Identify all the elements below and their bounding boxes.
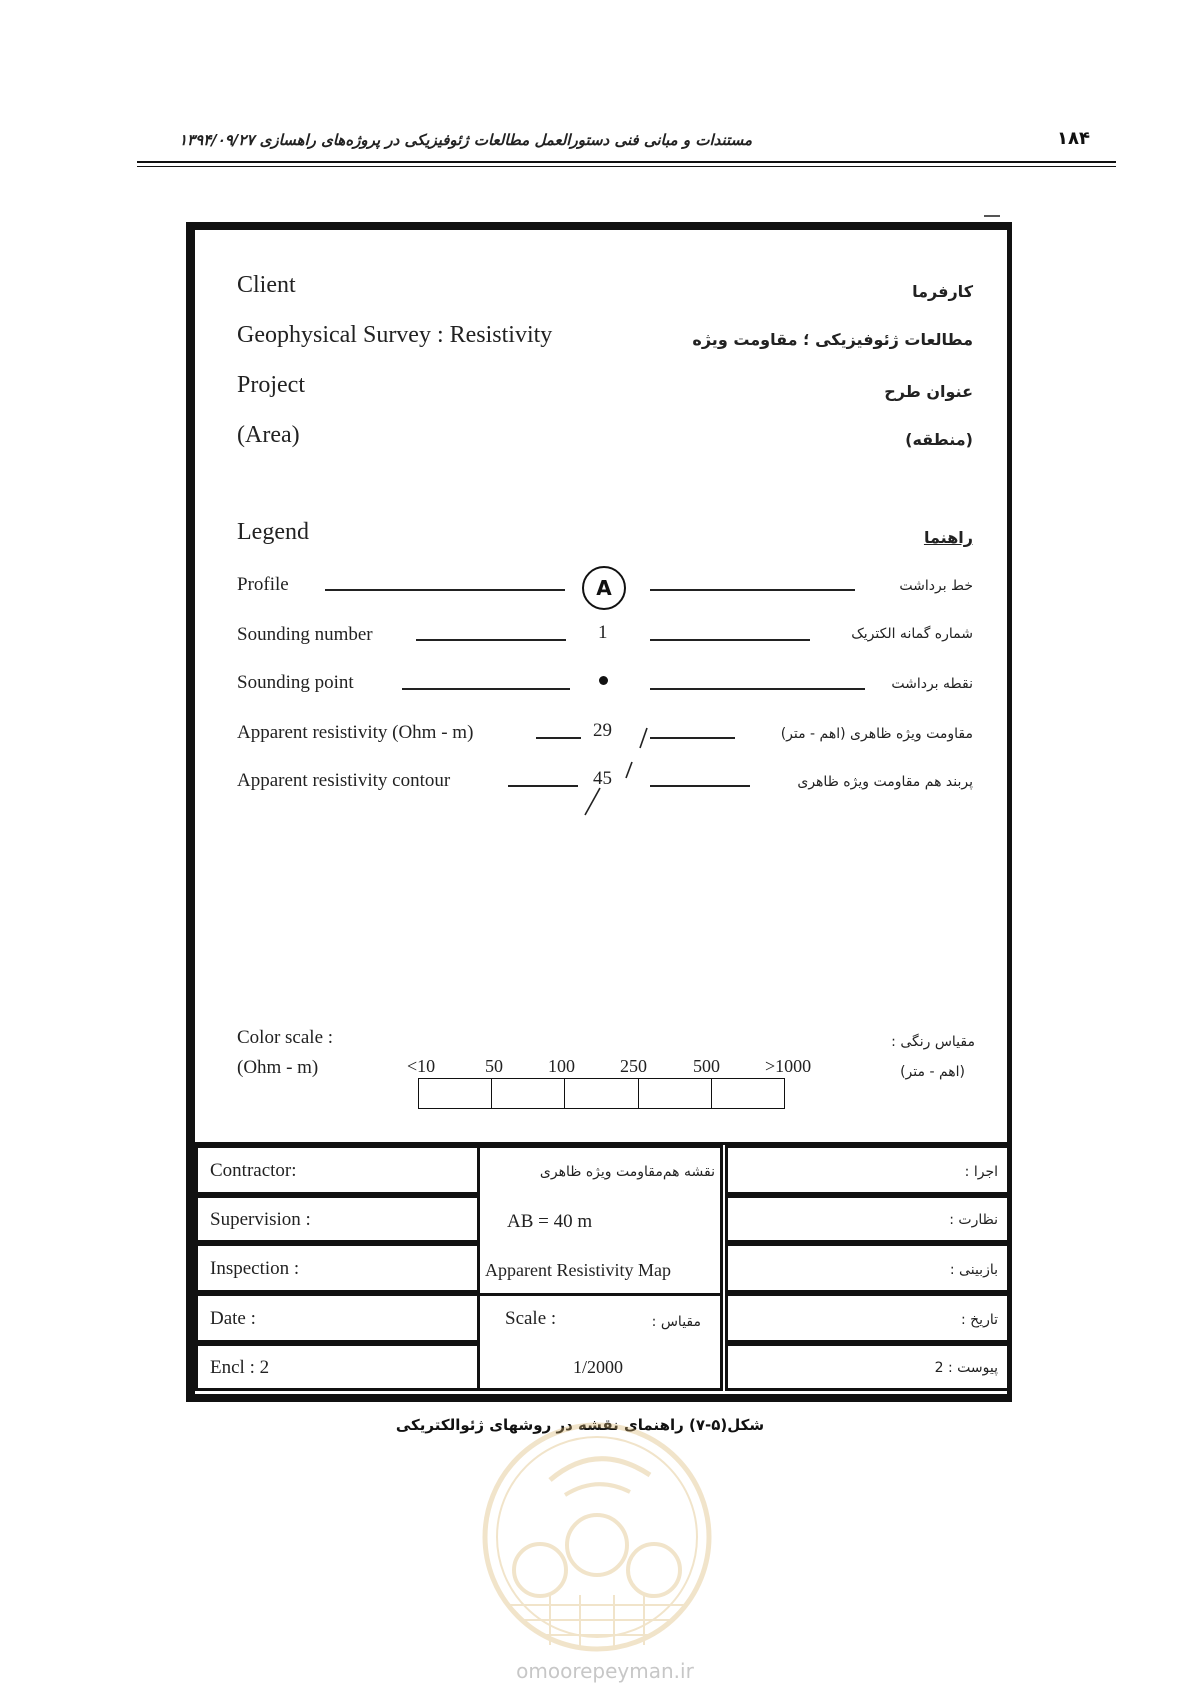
- color-scale-tick: >1000: [765, 1056, 812, 1076]
- legend-profile-en: Profile: [237, 574, 289, 595]
- color-scale-tick: 100: [548, 1056, 575, 1076]
- inspection-label-fa: بازبینی :: [949, 1262, 998, 1278]
- date-label: Date :: [210, 1308, 256, 1329]
- middle-divider: [477, 1293, 723, 1296]
- sheet-corner-mark: [984, 215, 1000, 217]
- legend-sounding-number-fa: شماره گمانه الکتریک: [851, 626, 973, 642]
- contractor-label: Contractor:: [210, 1160, 297, 1181]
- sounding-number-symbol: 1: [598, 622, 608, 643]
- supervision-label: Supervision :: [210, 1209, 311, 1230]
- legend-heading-fa: راهنما: [923, 528, 973, 547]
- legend-contour-line-left: [508, 785, 578, 787]
- legend-sounding-number-en: Sounding number: [237, 624, 373, 645]
- supervision-label-fa: نظارت :: [949, 1212, 998, 1228]
- color-scale-label-en: Color scale :: [237, 1027, 334, 1048]
- inspection-label: Inspection :: [210, 1258, 300, 1279]
- legend-apparent-resistivity-en: Apparent resistivity (Ohm - m): [237, 722, 474, 743]
- page-number: ۱۸۴: [1057, 128, 1090, 149]
- survey-label-fa: مطالعات ژئوفیزیکی ؛ مقاومت ویژه: [692, 330, 973, 349]
- date-label-fa: تاریخ :: [960, 1312, 998, 1328]
- legend-sounding-number-line-right: [650, 639, 810, 641]
- profile-marker-a: A: [582, 566, 626, 610]
- color-scale-cell: [712, 1079, 784, 1108]
- apparent-resistivity-symbol: 29: [593, 720, 612, 741]
- header-rule-thin: [137, 166, 1116, 167]
- scale-label-en: Scale :: [505, 1308, 557, 1329]
- client-label-en: Client: [237, 272, 296, 298]
- legend-heading-en: Legend: [237, 519, 309, 545]
- color-scale-cell: [492, 1079, 565, 1108]
- legend-apparent-resistivity-line-right: [650, 737, 735, 739]
- legend-sounding-point-fa: نقطه برداشت: [891, 676, 973, 692]
- client-label-fa: کارفرما: [912, 282, 973, 301]
- map-title-fa: نقشه هم‌مقاومت ویژه ظاهری: [539, 1164, 715, 1180]
- color-scale-cell: [419, 1079, 492, 1108]
- map-title-en: Apparent Resistivity Map: [485, 1260, 671, 1280]
- color-scale-unit-fa: (اهم - متر): [900, 1064, 965, 1080]
- contour-tick-marks: [570, 720, 650, 820]
- legend-contour-line-right: [650, 785, 750, 787]
- color-scale-bar: [418, 1078, 785, 1109]
- legend-profile-line-left: [325, 589, 565, 591]
- legend-sounding-point-line-left: [402, 688, 570, 690]
- legend-profile-fa: خط برداشت: [899, 578, 973, 594]
- encl-label-fa: پیوست : 2: [934, 1360, 998, 1376]
- area-label-fa: (منطقه): [905, 430, 973, 449]
- legend-apparent-resistivity-fa: مقاومت ویژه ظاهری (اهم - متر): [780, 726, 973, 742]
- legend-sounding-point-en: Sounding point: [237, 672, 354, 693]
- project-label-fa: عنوان طرح: [884, 382, 973, 401]
- sounding-point-dot: [599, 676, 608, 685]
- scale-label-fa: مقیاس :: [651, 1314, 701, 1330]
- figure-caption: شکل(۵-۷) راهنمای نقشه در روشهای ژئوالکتریکی: [395, 1416, 765, 1434]
- color-scale-tick: 500: [693, 1056, 720, 1076]
- legend-contour-fa: پربند هم مقاومت ویژه ظاهری: [797, 774, 973, 790]
- legend-sounding-number-line-left: [416, 639, 566, 641]
- executor-label-fa: اجرا :: [964, 1164, 998, 1180]
- legend-sounding-point-line-right: [650, 688, 865, 690]
- color-scale-unit-en: (Ohm - m): [237, 1057, 319, 1078]
- color-scale-tick: <10: [407, 1056, 436, 1076]
- contour-symbol: 45: [593, 768, 612, 789]
- watermark-url: omoorepeyman.ir: [516, 1659, 694, 1683]
- project-label-en: Project: [237, 372, 305, 398]
- color-scale-cell: [565, 1079, 638, 1108]
- legend-profile-line-right: [650, 589, 855, 591]
- encl-label: Encl : 2: [210, 1357, 270, 1378]
- ab-spacing: AB = 40 m: [507, 1211, 593, 1232]
- color-scale-tick: 250: [620, 1056, 647, 1076]
- legend-contour-en: Apparent resistivity contour: [237, 770, 451, 791]
- watermark-logo: [480, 1420, 715, 1655]
- header-rule-thick: [137, 161, 1116, 163]
- title-block: [195, 1142, 1011, 1395]
- color-scale-cell: [639, 1079, 712, 1108]
- color-scale-tick: 50: [485, 1056, 503, 1076]
- scale-value: 1/2000: [573, 1357, 624, 1377]
- color-scale-label-fa: مقیاس رنگی :: [891, 1034, 975, 1050]
- area-label-en: (Area): [237, 422, 300, 448]
- running-header-title: مستندات و مبانی فنی دستورالعمل مطالعات ژئوفیزیکی در پروژه‌های راهسازی ۱۳۹۴/۰۹/۲۷: [178, 131, 752, 149]
- survey-label-en: Geophysical Survey : Resistivity: [237, 322, 553, 348]
